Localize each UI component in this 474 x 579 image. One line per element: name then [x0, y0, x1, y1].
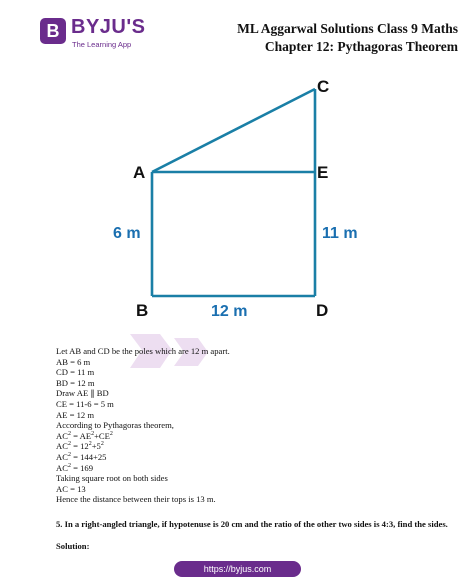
measure-bd: 12 m — [211, 303, 248, 320]
vertex-label-b: B — [136, 301, 149, 320]
solution-text — [56, 346, 230, 505]
solution-line: AB = 6 m — [56, 356, 91, 367]
measure-ed: 11 m — [322, 225, 358, 242]
solution-line: CD = 11 m — [56, 367, 95, 378]
solution-line: $AC^2 = 169$ — [56, 462, 93, 473]
vertex-label-d: D — [316, 301, 329, 320]
logo-mark: B — [40, 18, 66, 44]
poles-diagram — [0, 60, 474, 330]
solution-line: AE = 12 m — [56, 409, 95, 420]
solution-line: CE = 11-6 = 5 m — [56, 398, 114, 409]
solution-label: Solution: — [56, 541, 90, 551]
question-5: 5. In a right-angled triangle, if hypotenuse is 20 cm and the ratio of the other two sides is 4:3, find the sides. — [56, 519, 448, 529]
solution-line: AC = 13 — [56, 483, 86, 494]
solution-line: Taking square root on both sides — [56, 473, 168, 484]
solution-line: Hence the distance between their tops is 13 m. — [56, 494, 216, 505]
logo-name: BYJU'S — [71, 16, 146, 38]
document-header — [237, 20, 458, 56]
logo-tagline: The Learning App — [72, 40, 132, 49]
solution-line: $AC^2 = 12^2+5^2$ — [56, 441, 104, 452]
measure-ab: 6 m — [113, 225, 141, 242]
solution-line: $AC^2 = AE^2+CE^2$ — [56, 430, 113, 441]
vertex-label-c: C — [317, 77, 330, 96]
byjus-logo — [40, 16, 160, 52]
header-chapter: Chapter 12: Pythagoras Theorem — [264, 39, 458, 54]
solution-line: According to Pythagoras theorem, — [56, 420, 174, 431]
vertex-label-a: A — [133, 163, 146, 182]
website-link[interactable]: https://byjus.com — [174, 561, 301, 577]
vertex-label-e: E — [317, 163, 329, 182]
solution-line: Draw AE ∥ BD — [56, 388, 109, 399]
header-title: ML Aggarwal Solutions Class 9 Maths — [237, 21, 458, 36]
solution-line: $AC^2 = 144+25$ — [56, 451, 107, 462]
line-ac — [152, 89, 315, 172]
solution-line: Let AB and CD be the poles which are 12 m apart. — [56, 346, 230, 356]
solution-line: BD = 12 m — [56, 377, 95, 388]
